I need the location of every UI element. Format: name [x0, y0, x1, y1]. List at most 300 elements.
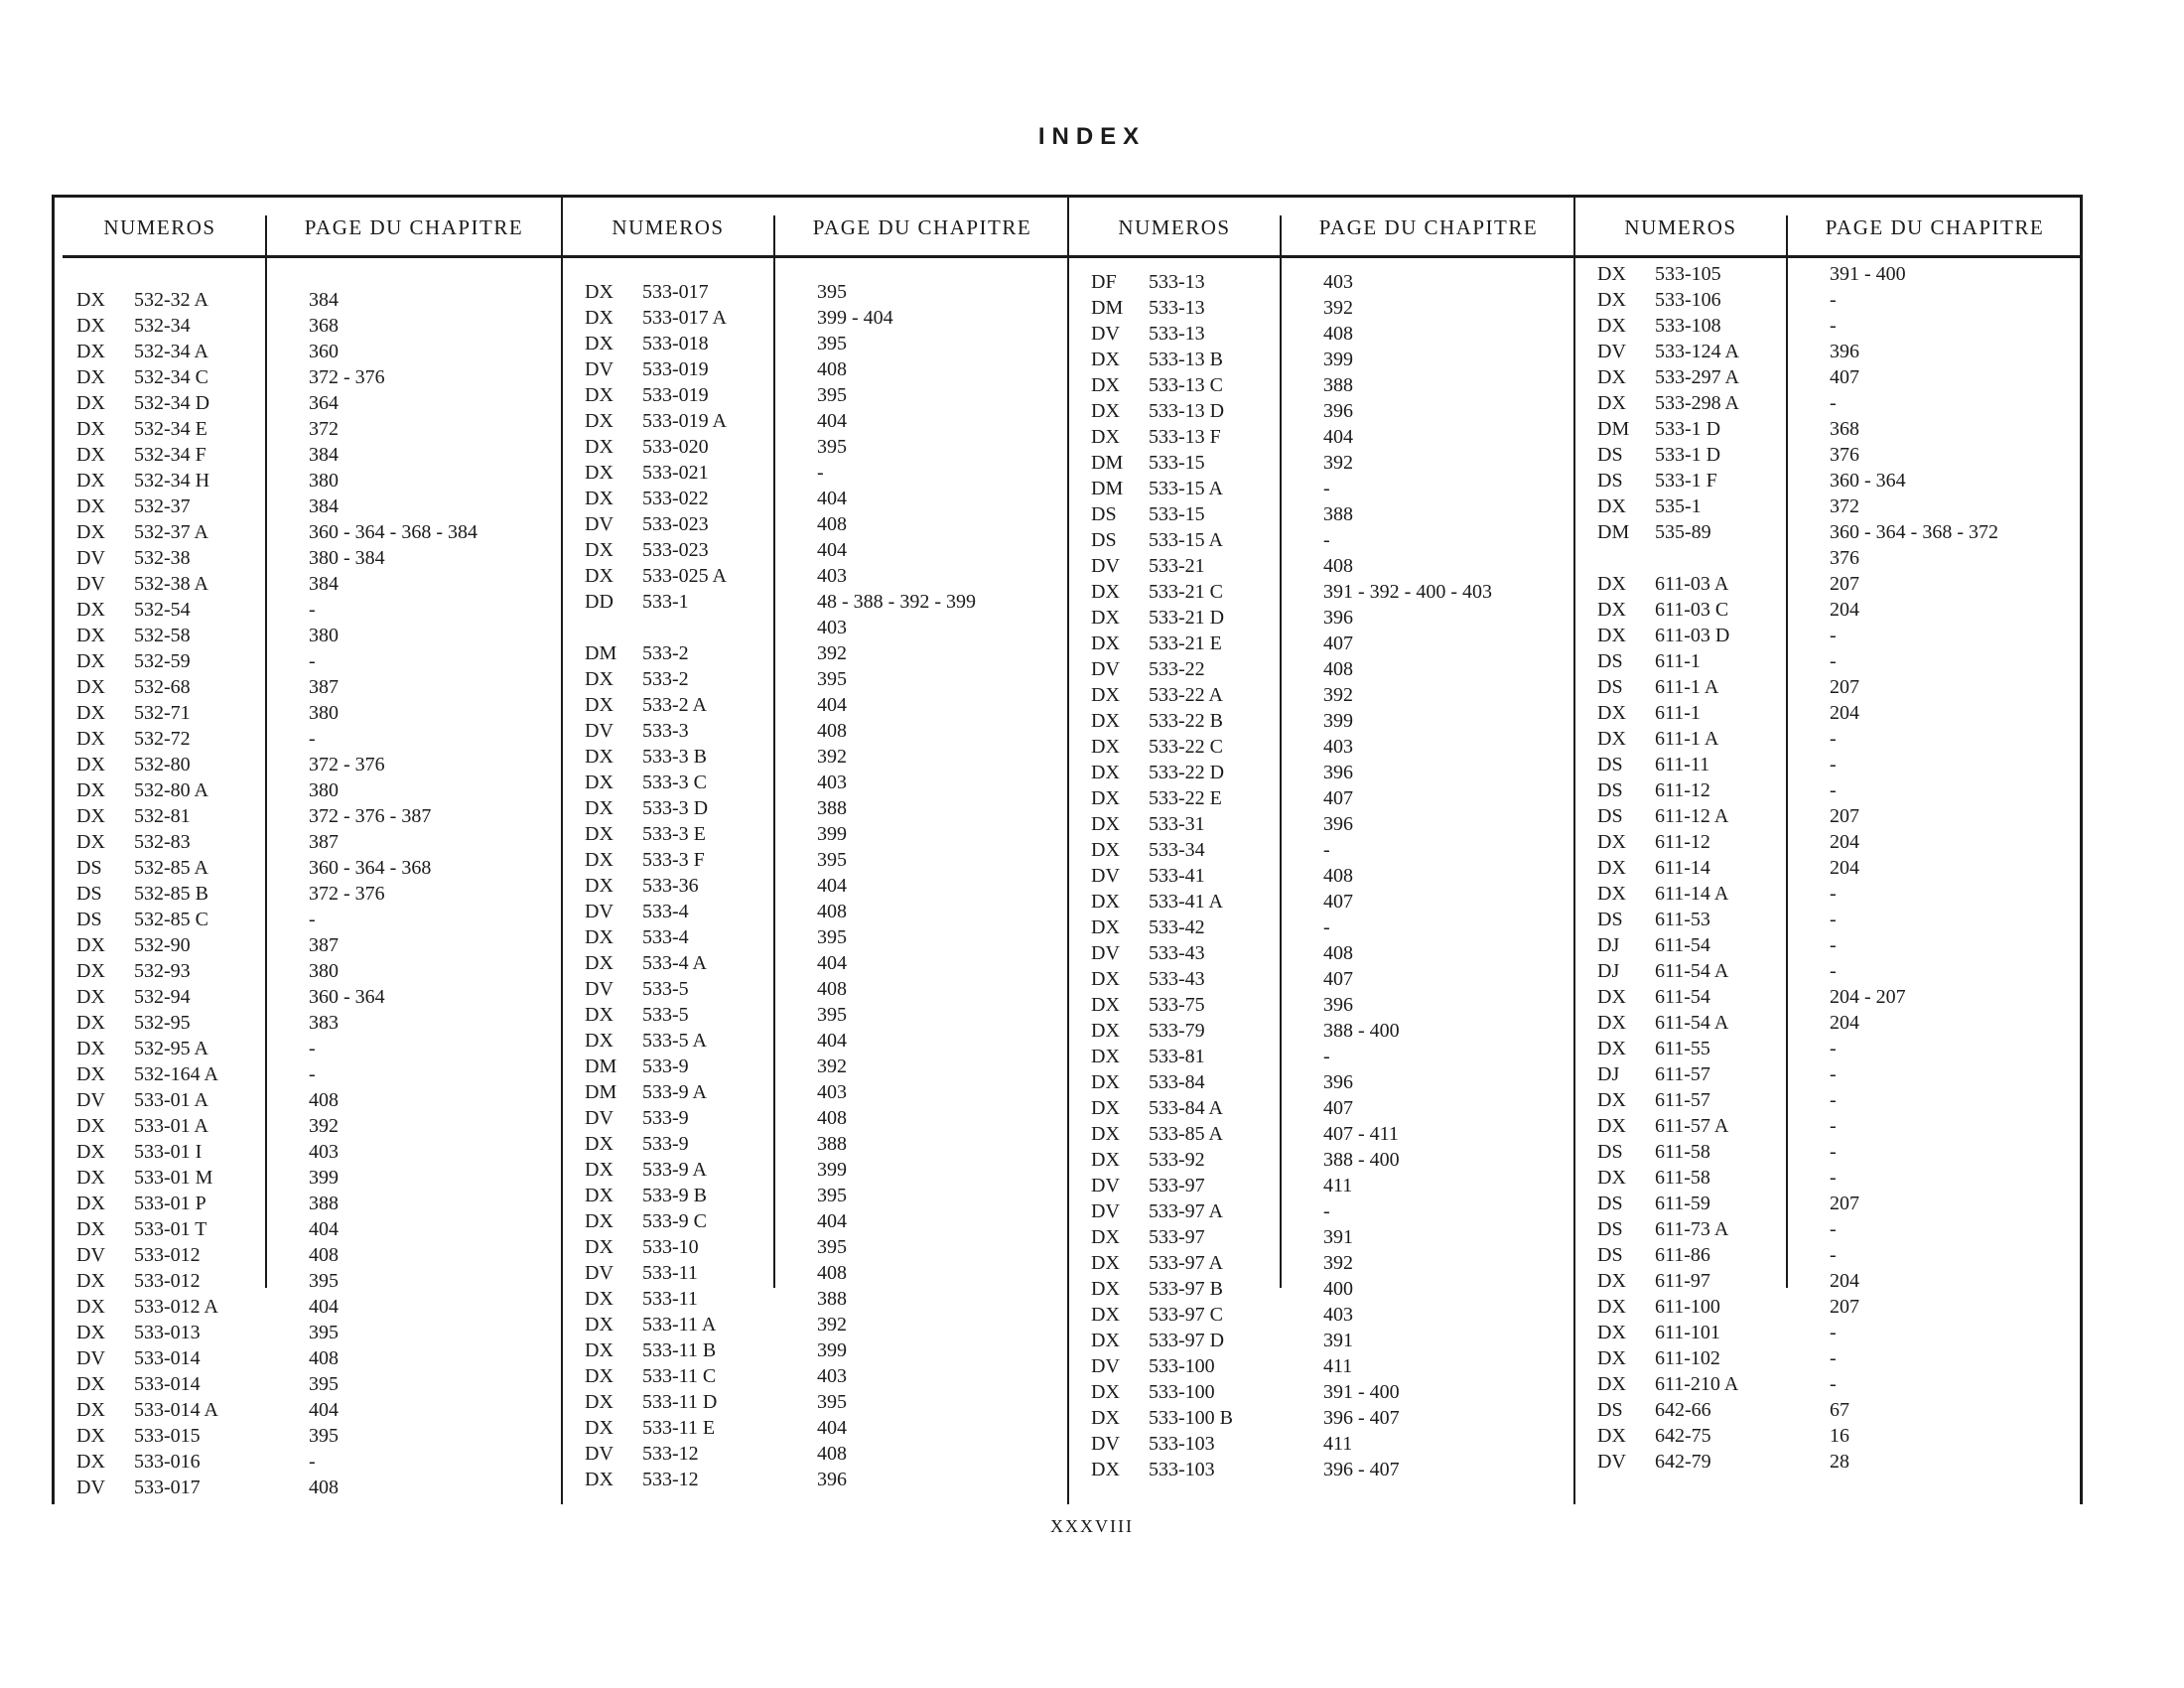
entry-prefix: DX [76, 676, 105, 698]
index-entry [55, 1242, 561, 1268]
entry-prefix: DX [76, 1322, 105, 1343]
index-entry [563, 1054, 1069, 1079]
entry-prefix: DX [585, 823, 614, 845]
entry-prefix: DX [585, 1030, 614, 1052]
index-entry [55, 468, 561, 493]
entry-prefix: DX [1091, 736, 1120, 758]
entry-number [1655, 545, 1786, 571]
entry-number: 533-84 [1149, 1071, 1205, 1093]
entry-prefix: DX [1597, 1373, 1626, 1395]
entry-prefix: DX [76, 986, 105, 1008]
index-entry [55, 1397, 561, 1423]
index-entry [563, 615, 1069, 640]
index-entry [1069, 940, 1575, 966]
entry-pages: 404 [817, 488, 847, 509]
entry-prefix: DM [1597, 418, 1630, 440]
entry-pages: 207 [1830, 1193, 1859, 1214]
entry-number: 533-11 C [642, 1365, 717, 1387]
index-entry [1069, 1198, 1575, 1224]
entry-pages: 391 - 400 [1323, 1381, 1400, 1403]
index-entry [563, 744, 1069, 770]
entry-pages: 388 [309, 1193, 339, 1214]
entry-pages: 204 [1830, 702, 1859, 724]
entry-number: 611-101 [1655, 1322, 1720, 1343]
entry-number: 532-32 A [134, 289, 208, 311]
entry-prefix: DV [76, 1089, 105, 1111]
entry-pages: 399 [309, 1167, 339, 1189]
entry-number: 611-14 [1655, 857, 1710, 879]
entry-pages: 407 [1323, 891, 1353, 913]
header-numeros: NUMEROS [563, 215, 775, 255]
entry-prefix: DX [76, 366, 105, 388]
entry-number: 611-102 [1655, 1347, 1720, 1369]
index-entry [1575, 519, 2082, 545]
entry-prefix: DX [76, 418, 105, 440]
entry-number: 533-12 [642, 1443, 699, 1465]
entry-prefix: DX [1091, 1330, 1120, 1351]
entry-prefix: DX [1597, 315, 1626, 337]
index-entry [563, 1105, 1069, 1131]
column-header [1069, 215, 1575, 255]
index-entry [563, 382, 1069, 408]
entry-prefix: DX [1091, 994, 1120, 1016]
entry-prefix: DX [76, 1425, 105, 1447]
entry-pages: 372 - 376 [309, 366, 385, 388]
index-entry [563, 1079, 1069, 1105]
index-entry [563, 1441, 1069, 1467]
entry-number: 611-11 [1655, 754, 1710, 775]
entry-pages: 392 [1323, 297, 1353, 319]
header-page-du-chapitre: PAGE DU CHAPITRE [812, 215, 1032, 239]
entry-number: 611-12 A [1655, 805, 1729, 827]
entry-pages: 395 [817, 1391, 847, 1413]
entry-prefix: DV [76, 1477, 105, 1498]
entry-pages: 395 [817, 1004, 847, 1026]
entry-prefix: DX [1597, 495, 1626, 517]
index-entry [1069, 889, 1575, 914]
entry-pages: - [1830, 392, 1837, 414]
index-entry [1069, 992, 1575, 1018]
index-entry [55, 493, 561, 519]
entry-number: 533-3 F [642, 849, 705, 871]
entry-pages: 360 - 364 - 368 [309, 857, 432, 879]
index-entry [1575, 1320, 2082, 1345]
index-entry [55, 1371, 561, 1397]
entry-prefix: DX [76, 1115, 105, 1137]
entry-pages: 408 [309, 1244, 339, 1266]
entry-number: 533-42 [1149, 916, 1205, 938]
entry-prefix: DX [76, 1193, 105, 1214]
entry-prefix [563, 615, 642, 640]
entry-number: 533-016 [134, 1451, 201, 1473]
entry-number: 533-97 C [1149, 1304, 1223, 1326]
index-entry [55, 984, 561, 1010]
entry-pages: - [1830, 909, 1837, 930]
entry-prefix: DS [76, 883, 102, 905]
index-entry [1069, 1379, 1575, 1405]
index-table [52, 195, 2083, 1504]
entry-prefix: DX [1597, 1167, 1626, 1189]
entry-number: 533-22 D [1149, 762, 1225, 783]
entry-pages: 392 [817, 1055, 847, 1077]
entry-pages: 395 [817, 281, 847, 303]
entry-number: 533-018 [642, 333, 709, 354]
index-entry [1575, 1036, 2082, 1061]
index-entry [563, 1028, 1069, 1054]
index-entry [563, 511, 1069, 537]
index-entry [55, 1475, 561, 1500]
entry-pages: 404 [1323, 426, 1353, 448]
entry-prefix: DX [76, 315, 105, 337]
entry-list [563, 279, 1069, 1492]
entry-prefix: DX [585, 1391, 614, 1413]
entry-pages: - [1830, 960, 1837, 982]
entry-pages: 404 [817, 1210, 847, 1232]
entry-prefix: DS [76, 857, 102, 879]
entry-pages: - [1830, 289, 1837, 311]
entry-number: 611-1 [1655, 702, 1701, 724]
entry-pages: - [1830, 1063, 1837, 1085]
index-entry [1069, 1069, 1575, 1095]
entry-number: 533-11 A [642, 1314, 717, 1336]
entry-prefix: DX [76, 779, 105, 801]
index-entry [55, 571, 561, 597]
entry-number: 532-34 F [134, 444, 206, 466]
entry-prefix: DS [1597, 470, 1623, 492]
entry-pages: 388 [817, 1288, 847, 1310]
index-entry [1069, 1353, 1575, 1379]
entry-pages: 392 [817, 746, 847, 768]
index-entry [55, 829, 561, 855]
entry-pages: 376 [1830, 444, 1859, 466]
index-entry [563, 1312, 1069, 1337]
entry-number: 532-34 [134, 315, 191, 337]
index-entry [1069, 914, 1575, 940]
entry-prefix: DV [585, 1107, 614, 1129]
entry-number: 533-1 [642, 591, 689, 613]
entry-pages: 396 [1323, 1071, 1353, 1093]
index-entry [55, 777, 561, 803]
index-entry [1575, 442, 2082, 468]
entry-number: 611-54 [1655, 934, 1710, 956]
entry-prefix: DX [76, 1012, 105, 1034]
index-entry [55, 1268, 561, 1294]
entry-number: 533-22 [1149, 658, 1205, 680]
entry-number: 533-014 [134, 1373, 201, 1395]
entry-pages: 395 [817, 1236, 847, 1258]
entry-number: 535-1 [1655, 495, 1702, 517]
index-entry [1575, 1010, 2082, 1036]
entry-prefix: DX [1597, 289, 1626, 311]
entry-pages: 408 [817, 720, 847, 742]
index-entry [1575, 777, 2082, 803]
entry-prefix: DJ [1597, 960, 1620, 982]
entry-pages: 407 [1323, 633, 1353, 654]
entry-pages: 372 - 376 [309, 883, 385, 905]
header-numeros: NUMEROS [1575, 215, 1788, 255]
entry-pages: - [309, 599, 316, 621]
entry-prefix: DX [585, 1004, 614, 1026]
entry-number: 532-85 B [134, 883, 208, 905]
entry-pages: - [1830, 1167, 1837, 1189]
index-entry [563, 873, 1069, 899]
entry-number: 533-01 A [134, 1089, 208, 1111]
entry-prefix: DX [585, 307, 614, 329]
entry-prefix: DS [1091, 529, 1117, 551]
index-entry [1069, 785, 1575, 811]
entry-pages: 403 [817, 565, 847, 587]
page-number: XXXVIII [1050, 1516, 1134, 1536]
index-column-3 [1067, 198, 1575, 1504]
entry-prefix [1575, 545, 1655, 571]
entry-prefix: DX [585, 952, 614, 974]
entry-pages: - [1830, 650, 1837, 672]
entry-number: 533-020 [642, 436, 709, 458]
entry-number: 533-014 [134, 1347, 201, 1369]
entry-number [642, 615, 773, 640]
index-entry [1069, 734, 1575, 760]
entry-number: 532-72 [134, 728, 191, 750]
entry-prefix: DX [76, 1399, 105, 1421]
entry-prefix: DS [1597, 1141, 1623, 1163]
entry-prefix: DX [585, 1159, 614, 1181]
entry-number: 532-83 [134, 831, 191, 853]
entry-pages: 368 [309, 315, 339, 337]
entry-prefix: DX [1091, 1046, 1120, 1067]
index-entry [1575, 1087, 2082, 1113]
entry-prefix: DX [585, 1185, 614, 1206]
entry-pages: 388 - 400 [1323, 1020, 1400, 1042]
entry-pages: 403 [817, 1081, 847, 1103]
entry-number: 532-81 [134, 805, 191, 827]
entry-prefix: DX [1091, 1381, 1120, 1403]
entry-prefix: DV [585, 978, 614, 1000]
entry-pages: 400 [1323, 1278, 1353, 1300]
entry-number: 533-013 [134, 1322, 201, 1343]
entry-prefix: DV [585, 513, 614, 535]
index-entry [1069, 1302, 1575, 1328]
index-entry [1575, 726, 2082, 752]
index-entry [1069, 605, 1575, 631]
entry-pages: 16 [1830, 1425, 1849, 1447]
entry-pages: - [1323, 916, 1330, 938]
entry-pages: 396 [1323, 813, 1353, 835]
entry-number: 533-014 A [134, 1399, 218, 1421]
entry-number: 533-015 [134, 1425, 201, 1447]
index-entry [1069, 553, 1575, 579]
index-entry [55, 390, 561, 416]
entry-number: 533-100 B [1149, 1407, 1233, 1429]
entry-prefix: DX [1091, 1252, 1120, 1274]
entry-number: 533-4 [642, 901, 689, 922]
index-entry [1069, 631, 1575, 656]
entry-prefix: DX [76, 728, 105, 750]
entry-pages: - [1830, 1089, 1837, 1111]
index-entry [563, 563, 1069, 589]
index-entry [1575, 1371, 2082, 1397]
entry-number: 533-11 [642, 1288, 698, 1310]
entry-pages: 372 - 376 [309, 754, 385, 775]
entry-prefix: DS [1597, 650, 1623, 672]
index-entry [55, 339, 561, 364]
entry-number: 533-85 A [1149, 1123, 1223, 1145]
entry-number: 611-97 [1655, 1270, 1710, 1292]
index-entry [1069, 1405, 1575, 1431]
entry-prefix: DV [1091, 323, 1120, 345]
index-entry [1575, 752, 2082, 777]
entry-pages: - [309, 1451, 316, 1473]
entry-prefix: DD [585, 591, 614, 613]
entry-pages: 384 [309, 495, 339, 517]
index-entry [563, 305, 1069, 331]
entry-pages: 408 [1323, 865, 1353, 887]
entry-number: 533-5 [642, 978, 689, 1000]
index-entry [1575, 932, 2082, 958]
index-entry [563, 356, 1069, 382]
entry-pages: - [817, 462, 824, 484]
entry-number: 533-2 [642, 668, 689, 690]
index-entry [55, 623, 561, 648]
index-entry [1069, 1095, 1575, 1121]
index-entry [1069, 321, 1575, 347]
entry-number: 533-15 [1149, 503, 1205, 525]
entry-pages: 403 [1323, 736, 1353, 758]
index-entry [55, 932, 561, 958]
entry-number: 533-023 [642, 513, 709, 535]
entry-pages: 408 [817, 358, 847, 380]
index-entry [1575, 287, 2082, 313]
entry-pages: - [1323, 529, 1330, 551]
entry-pages: 407 [1323, 787, 1353, 809]
entry-prefix: DX [1091, 1459, 1120, 1480]
entry-number: 533-97 [1149, 1175, 1205, 1196]
entry-prefix: DX [1597, 1038, 1626, 1059]
entry-prefix: DX [76, 650, 105, 672]
entry-number: 533-11 E [642, 1417, 716, 1439]
entry-number: 533-3 B [642, 746, 707, 768]
entry-number: 533-9 [642, 1133, 689, 1155]
entry-number: 533-31 [1149, 813, 1205, 835]
index-entry [55, 881, 561, 907]
entry-pages: 396 [1323, 994, 1353, 1016]
entry-pages: - [1830, 883, 1837, 905]
entry-number: 532-34 A [134, 341, 208, 362]
entry-pages: 403 [1323, 1304, 1353, 1326]
entry-pages: 399 - 404 [817, 307, 893, 329]
index-entry [1575, 339, 2082, 364]
index-entry [563, 1415, 1069, 1441]
entry-number: 533-11 B [642, 1339, 717, 1361]
entry-prefix: DV [76, 547, 105, 569]
entry-pages: 408 [1323, 323, 1353, 345]
index-entry [563, 279, 1069, 305]
entry-prefix: DS [76, 909, 102, 930]
index-entry [563, 1467, 1069, 1492]
entry-prefix: DV [1597, 341, 1626, 362]
entry-number: 533-21 D [1149, 607, 1225, 629]
entry-pages: 396 - 407 [1323, 1459, 1400, 1480]
entry-pages: - [1323, 839, 1330, 861]
index-entry [563, 795, 1069, 821]
entry-prefix: DV [1091, 1433, 1120, 1455]
entry-number: 611-03 D [1655, 625, 1730, 646]
entry-pages: 392 [1323, 1252, 1353, 1274]
entry-pages: 399 [1323, 710, 1353, 732]
entry-number: 533-15 A [1149, 529, 1223, 551]
entry-prefix: DV [585, 1262, 614, 1284]
entry-pages: - [1830, 625, 1837, 646]
index-entry [1575, 468, 2082, 493]
index-entry [55, 700, 561, 726]
entry-prefix: DS [1597, 1193, 1623, 1214]
index-entry [563, 1208, 1069, 1234]
entry-pages: 384 [309, 573, 339, 595]
index-entry [1575, 1242, 2082, 1268]
index-entry [1575, 984, 2082, 1010]
entry-prefix: DX [1091, 968, 1120, 990]
entry-number: 533-81 [1149, 1046, 1205, 1067]
entry-prefix: DM [1091, 452, 1124, 474]
index-entry [55, 648, 561, 674]
entry-prefix: DX [76, 934, 105, 956]
entry-number: 533-10 [642, 1236, 699, 1258]
entry-pages: 67 [1830, 1399, 1849, 1421]
entry-pages: 408 [309, 1089, 339, 1111]
entry-number: 533-43 [1149, 968, 1205, 990]
entry-prefix: DV [1597, 1451, 1626, 1473]
entry-number: 611-54 A [1655, 960, 1729, 982]
entry-number: 532-80 [134, 754, 191, 775]
entry-pages: 407 [1323, 1097, 1353, 1119]
index-entry [55, 907, 561, 932]
index-entry [55, 1036, 561, 1061]
entry-number: 611-58 [1655, 1141, 1710, 1163]
entry-number: 533-13 D [1149, 400, 1225, 422]
index-entry [55, 1449, 561, 1475]
entry-pages: 380 [309, 779, 339, 801]
index-entry [1575, 390, 2082, 416]
index-entry [55, 545, 561, 571]
index-entry [55, 1423, 561, 1449]
index-entry [1575, 1449, 2082, 1475]
index-entry [1069, 579, 1575, 605]
entry-number: 611-12 [1655, 779, 1710, 801]
index-entry [563, 899, 1069, 924]
entry-prefix: DX [585, 333, 614, 354]
entry-number: 533-103 [1149, 1433, 1215, 1455]
entry-pages: 396 [817, 1469, 847, 1490]
entry-number: 532-58 [134, 625, 191, 646]
index-entry [1575, 545, 2082, 571]
entry-number: 532-37 A [134, 521, 208, 543]
index-entry [563, 1131, 1069, 1157]
entry-number: 533-21 E [1149, 633, 1222, 654]
entry-number: 611-53 [1655, 909, 1710, 930]
entry-pages: - [1830, 1347, 1837, 1369]
header-numeros: NUMEROS [55, 215, 267, 255]
index-entry [55, 1345, 561, 1371]
index-entry [563, 718, 1069, 744]
entry-number: 532-80 A [134, 779, 208, 801]
index-entry [563, 589, 1069, 615]
entry-number: 533-105 [1655, 263, 1721, 285]
entry-prefix: DX [1091, 1149, 1120, 1171]
entry-pages: - [1830, 315, 1837, 337]
index-entry [1575, 416, 2082, 442]
entry-pages: 404 [817, 1030, 847, 1052]
entry-prefix: DX [76, 1218, 105, 1240]
entry-pages: 388 [817, 797, 847, 819]
